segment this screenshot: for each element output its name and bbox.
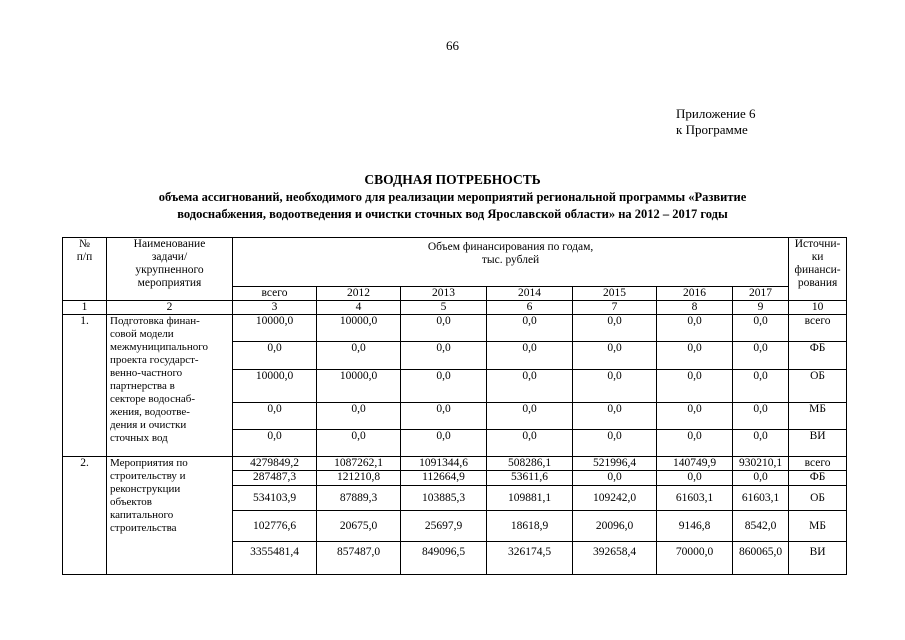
source-cell: МБ <box>789 511 847 542</box>
value-cell: 0,0 <box>733 342 789 370</box>
value-cell: 0,0 <box>317 403 401 430</box>
header-funding: Объем финансирования по годам, тыс. рублей <box>233 238 789 287</box>
value-cell: 25697,9 <box>401 511 487 542</box>
funding-table <box>62 237 847 575</box>
value-cell: 0,0 <box>573 315 657 342</box>
value-cell: 109242,0 <box>573 486 657 511</box>
document-subtitle <box>80 189 825 223</box>
value-cell: 10000,0 <box>317 315 401 342</box>
value-cell: 0,0 <box>401 342 487 370</box>
header-num: № п/п <box>63 238 107 301</box>
value-cell: 4279849,2 <box>233 457 317 471</box>
subtitle-line-2: водоснабжения, водоотведения и очистки сточных вод Ярославской области» на 2012 – 2017 годы <box>177 207 728 221</box>
value-cell: 0,0 <box>657 430 733 457</box>
value-cell: 521996,4 <box>573 457 657 471</box>
document-title: СВОДНАЯ ПОТРЕБНОСТЬ <box>364 172 541 187</box>
header-source: Источни- ки финанси- рования <box>789 238 847 301</box>
value-cell: 0,0 <box>233 403 317 430</box>
value-cell: 860065,0 <box>733 542 789 575</box>
value-cell: 287487,3 <box>233 471 317 486</box>
value-cell: 534103,9 <box>233 486 317 511</box>
subtitle-line-1: объема ассигнований, необходимого для реализации мероприятий региональной программы «Развитие <box>158 190 747 204</box>
value-cell: 0,0 <box>733 315 789 342</box>
value-cell: 61603,1 <box>657 486 733 511</box>
value-cell: 103885,3 <box>401 486 487 511</box>
value-cell: 0,0 <box>733 471 789 486</box>
value-cell: 8542,0 <box>733 511 789 542</box>
index-cell: 3 <box>233 301 317 315</box>
value-cell: 508286,1 <box>487 457 573 471</box>
value-cell: 0,0 <box>733 403 789 430</box>
header-col-2017: 2017 <box>733 287 789 301</box>
value-cell: 857487,0 <box>317 542 401 575</box>
source-cell: ОБ <box>789 486 847 511</box>
header-col-2016: 2016 <box>657 287 733 301</box>
header-col-2012: 2012 <box>317 287 401 301</box>
value-cell: 109881,1 <box>487 486 573 511</box>
index-cell: 9 <box>733 301 789 315</box>
value-cell: 0,0 <box>317 342 401 370</box>
index-cell: 7 <box>573 301 657 315</box>
value-cell: 0,0 <box>657 403 733 430</box>
value-cell: 0,0 <box>487 370 573 403</box>
value-cell: 1091344,6 <box>401 457 487 471</box>
value-cell: 0,0 <box>657 370 733 403</box>
value-cell: 0,0 <box>657 471 733 486</box>
source-cell: всего <box>789 457 847 471</box>
source-cell: ФБ <box>789 471 847 486</box>
value-cell: 140749,9 <box>657 457 733 471</box>
table-row <box>63 315 847 342</box>
value-cell: 102776,6 <box>233 511 317 542</box>
header-col-total: всего <box>233 287 317 301</box>
index-cell: 1 <box>63 301 107 315</box>
value-cell: 0,0 <box>401 430 487 457</box>
value-cell: 0,0 <box>573 471 657 486</box>
value-cell: 0,0 <box>573 370 657 403</box>
value-cell: 53611,6 <box>487 471 573 486</box>
value-cell: 20096,0 <box>573 511 657 542</box>
header-col-2015: 2015 <box>573 287 657 301</box>
value-cell: 0,0 <box>733 430 789 457</box>
header-col-2013: 2013 <box>401 287 487 301</box>
page-number: 66 <box>446 38 459 53</box>
index-cell: 10 <box>789 301 847 315</box>
value-cell: 0,0 <box>657 315 733 342</box>
value-cell: 0,0 <box>487 430 573 457</box>
index-cell: 8 <box>657 301 733 315</box>
row-number: 1. <box>63 315 107 457</box>
source-cell: всего <box>789 315 847 342</box>
source-cell: ВИ <box>789 430 847 457</box>
value-cell: 0,0 <box>317 430 401 457</box>
value-cell: 0,0 <box>233 342 317 370</box>
value-cell: 18618,9 <box>487 511 573 542</box>
value-cell: 112664,9 <box>401 471 487 486</box>
index-cell: 5 <box>401 301 487 315</box>
value-cell: 0,0 <box>733 370 789 403</box>
value-cell: 0,0 <box>401 370 487 403</box>
row-number: 2. <box>63 457 107 575</box>
table-row <box>63 457 847 471</box>
index-cell: 4 <box>317 301 401 315</box>
value-cell: 0,0 <box>573 403 657 430</box>
source-cell: МБ <box>789 403 847 430</box>
value-cell: 70000,0 <box>657 542 733 575</box>
measure-name: Подготовка финан- совой модели межмуниципального проекта государст- венно-частного партнерства в секторе водоснаб- жения, водоотве- дения и очистки сточных вод <box>107 315 233 457</box>
value-cell: 0,0 <box>233 430 317 457</box>
value-cell: 392658,4 <box>573 542 657 575</box>
value-cell: 0,0 <box>487 342 573 370</box>
appendix-line-1: Приложение 6 <box>676 106 756 121</box>
value-cell: 0,0 <box>401 315 487 342</box>
value-cell: 9146,8 <box>657 511 733 542</box>
value-cell: 20675,0 <box>317 511 401 542</box>
value-cell: 121210,8 <box>317 471 401 486</box>
header-col-2014: 2014 <box>487 287 573 301</box>
appendix-line-2: к Программе <box>676 122 748 137</box>
value-cell: 0,0 <box>487 403 573 430</box>
source-cell: ОБ <box>789 370 847 403</box>
value-cell: 0,0 <box>401 403 487 430</box>
value-cell: 0,0 <box>657 342 733 370</box>
value-cell: 0,0 <box>573 342 657 370</box>
value-cell: 87889,3 <box>317 486 401 511</box>
appendix-note <box>676 106 756 138</box>
value-cell: 930210,1 <box>733 457 789 471</box>
index-cell: 2 <box>107 301 233 315</box>
value-cell: 61603,1 <box>733 486 789 511</box>
value-cell: 10000,0 <box>233 370 317 403</box>
source-cell: ФБ <box>789 342 847 370</box>
source-cell: ВИ <box>789 542 847 575</box>
header-name: Наименование задачи/ укрупненного мероприятия <box>107 238 233 301</box>
value-cell: 10000,0 <box>233 315 317 342</box>
value-cell: 0,0 <box>573 430 657 457</box>
value-cell: 849096,5 <box>401 542 487 575</box>
index-cell: 6 <box>487 301 573 315</box>
value-cell: 10000,0 <box>317 370 401 403</box>
value-cell: 3355481,4 <box>233 542 317 575</box>
value-cell: 1087262,1 <box>317 457 401 471</box>
measure-name: Мероприятия по строительству и реконструкции объектов капитального строительства <box>107 457 233 575</box>
value-cell: 326174,5 <box>487 542 573 575</box>
value-cell: 0,0 <box>487 315 573 342</box>
